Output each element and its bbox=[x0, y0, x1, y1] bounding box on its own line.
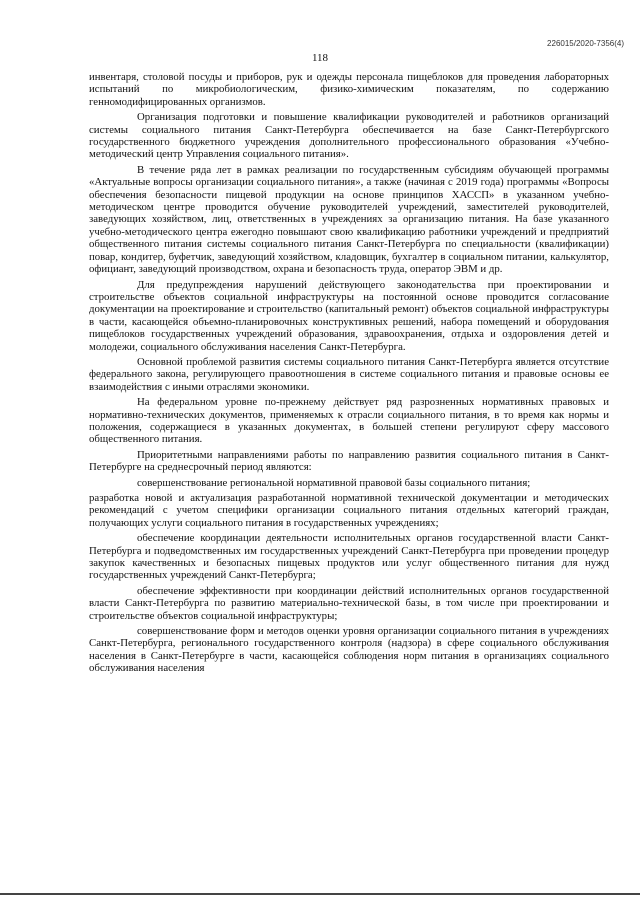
paragraph: Основной проблемой развития системы социального питания Санкт-Петербурга является отсутствие федерального закона, регулирующего правоотношения в системе социального питания и правовые основы ее взаимодействия с иными отраслями экономики. bbox=[89, 355, 609, 393]
paragraph: В течение ряда лет в рамках реализации по государственным субсидиям обучающей программы «Актуальные вопросы организации социального питания», а также (начиная с 2019 года) программы «Вопросы обеспечения безопасности пищевой продукции на основе принципов ХАССП» в указанном учебно-методическом центре проводится обучение руководителей учреждений, заместителей руководителей, заведующих хозяйством, лиц, ответственных в учреждениях за организацию питания. На базе указанного учебно-методического центра ежегодно повышают свою квалификацию работники учреждений и предприятий общественного питания системы социального питания Санкт-Петербурга по специальности (квалификации) повар, кондитер, буфетчик, заведующий хозяйством, кладовщик, бухгалтер в социальном питании, калькулятор, официант, заведующий производством, охрана и безопасность труда, оператор ЭВМ и др. bbox=[89, 163, 609, 276]
list-item: совершенствование региональной нормативной правовой базы социального питания; bbox=[137, 476, 531, 489]
list-item: совершенствование форм и методов оценки уровня организации социального питания в учреждениях Санкт-Петербурга, регионального государственного контроля (надзора) в сфере социального обслуживания населения в Санкт-Петербурге в части, касающейся соблюдения норм питания в организациях социального обслуживания населения bbox=[89, 625, 609, 675]
bottom-rule bbox=[0, 893, 640, 895]
paragraph: На федеральном уровне по-прежнему действует ряд разрозненных нормативных правовых и нормативно-технических документов, применяемых к отрасли социального питания, в то время как нормы и положения, содержащиеся в указанных документах, в большей степени регулируют сферу массового общественного питания. bbox=[89, 396, 609, 446]
document-id: 226015/2020-7356(4) bbox=[547, 39, 624, 48]
page-number: 118 bbox=[311, 52, 329, 64]
paragraph: инвентаря, столовой посуды и приборов, рук и одежды персонала пищеблоков для проведения лабораторных испытаний по микробиологическим, физико-химическим показателям, по содержанию генномодифицированных организмов. bbox=[89, 71, 609, 108]
paragraph: Организация подготовки и повышение квалификации руководителей и работников организаций системы социального питания Санкт-Петербурга обеспечивается на базе Санкт-Петербургского государственного бюджетного учреждения дополнительного профессионального образования «Учебно-методический центр Управления социального питания». bbox=[89, 111, 609, 161]
list-item: обеспечение координации деятельности исполнительных органов государственной власти Санкт-Петербурга и подведомственных им государственных учреждений Санкт-Петербурга при проведении процедур закупок качественных и безопасных пищевых продуктов или услуг общественного питания для нужд государственных учреждений Санкт-Петербурга; bbox=[89, 532, 609, 582]
document-body bbox=[89, 71, 609, 678]
paragraph: Приоритетными направлениями работы по направлению развития социального питания в Санкт-Петербурге на среднесрочный период являются: bbox=[89, 448, 609, 474]
list-item: разработка новой и актуализация разработанной нормативной технической документации и методических рекомендаций с учетом специфики организации социального питания отдельных категорий граждан, получающих услуги социального питания в государственных учреждениях; bbox=[89, 492, 609, 529]
paragraph: Для предупреждения нарушений действующего законодательства при проектировании и строительстве объектов социальной инфраструктуры на постоянной основе проводится согласование документации на проектирование и строительство (капитальный ремонт) объектов социальной инфраструктуры в части, касающейся объемно-планировочных конструктивных решений, набора помещений и оборудования пищеблоков государственных учреждений образования, здравоохранения, отдыха и оздоровления детей и молодежи, социального обслуживания населения Санкт-Петербурга. bbox=[89, 278, 609, 353]
list-item: обеспечение эффективности при координации действий исполнительных органов государственной власти Санкт-Петербурга по развитию материально-технической базы, в том числе при проектировании и строительстве объектов социальной инфраструктуры; bbox=[89, 584, 609, 622]
